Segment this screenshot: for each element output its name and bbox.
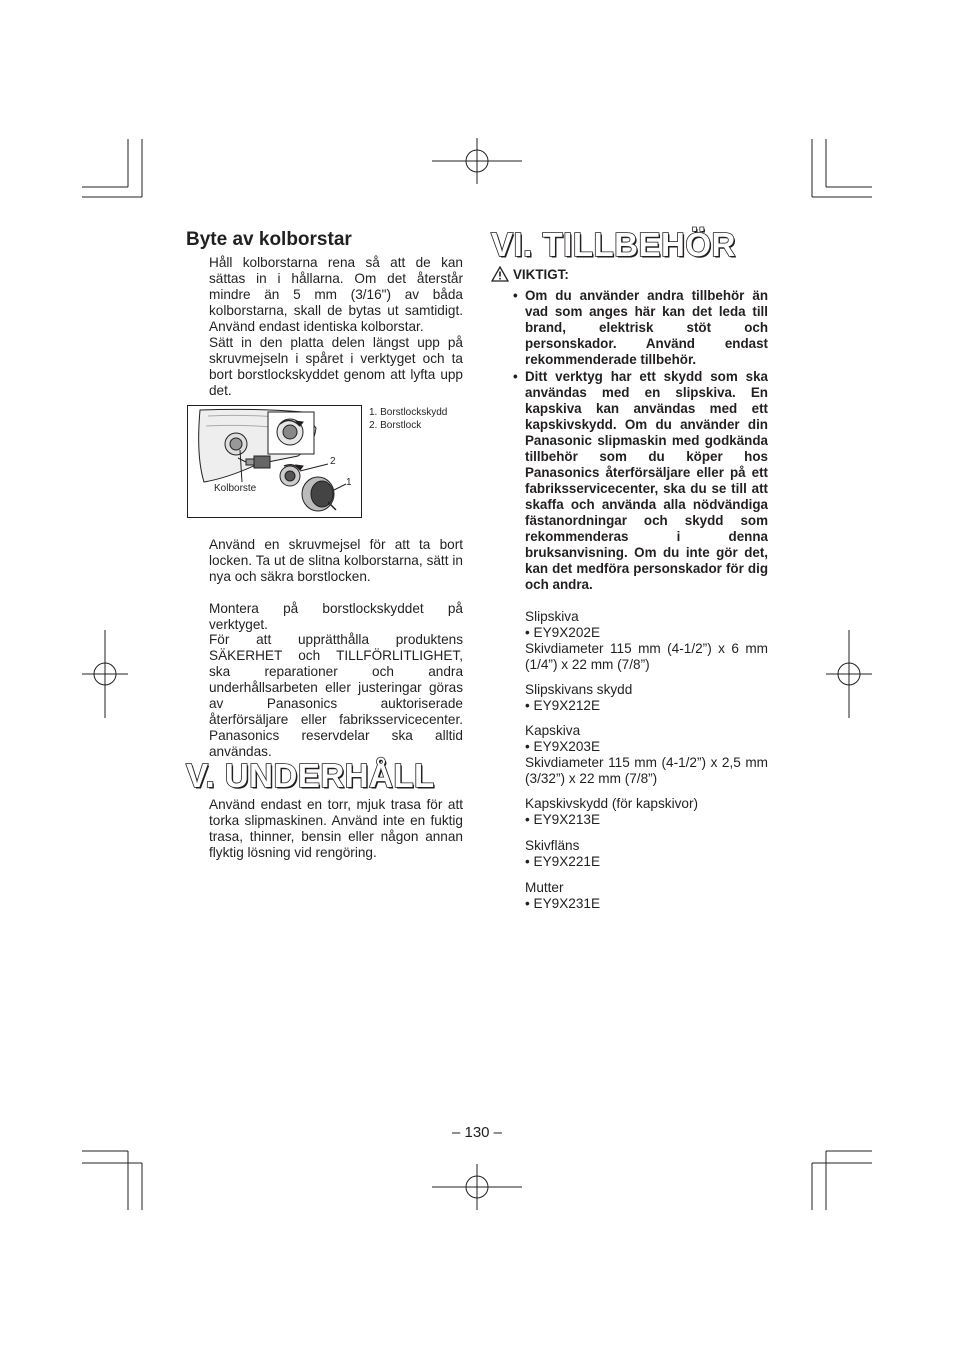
paragraph-clean-brushes: Håll kolborstarna rena så att de kan sättas in i hållarna. Om det återstår mindre än 5 mm (3/16") av båda kolborstarna, skall de bytas ut samtidigt. Använd endast identiska kolborstar.: [209, 255, 463, 334]
figure-caption-1: 1. Borstlockskydd: [369, 407, 448, 418]
section-title-tillbehor: VI. TILLBEHÖR: [491, 226, 736, 263]
figure-label-kolborste: Kolborste: [214, 483, 257, 494]
warning-label: VIKTIGT:: [513, 266, 569, 282]
section-title-underhall: V. UNDERHÅLL: [186, 757, 435, 794]
accessory-list: [525, 609, 768, 912]
warning-bullet-2: • Ditt verktyg har ett skydd som ska användas med en slipskiva. En kapskiva kan användas med ett kapskivskydd. Om du använder din Panasonic slipmaskin med godkända tillbehör som du köper hos Panasonics återförsäljare eller på ett fabriksservicecenter, ska du se till att skaffa och använda alla nödvändiga fästanordningar och skydd som rekommenderas i denna bruksanvisning. Om du inte gör det, kan det medföra personskador för dig och andra.: [513, 369, 768, 592]
accessory-item: Kapskiva • EY9X203E Skivdiameter 115 mm (4-1/2”) x 2,5 mm (3/32”) x 22 mm (7/8”): [525, 723, 768, 786]
figure-number-2: 2: [330, 456, 336, 467]
page-number: – 130 –: [451, 1124, 503, 1141]
paragraph-cleaning: Använd endast en torr, mjuk trasa för att torka slipmaskinen. Använd inte en fuktig trasa, thinner, bensin eller någon annan flyktig lösning vid rengöring.: [209, 797, 463, 860]
accessory-item: Skivfläns • EY9X221E: [525, 838, 601, 869]
accessory-item: Mutter • EY9X231E: [525, 880, 601, 911]
warning-bullets: [513, 288, 768, 593]
figure-number-1: 1: [346, 477, 352, 488]
heading-byte-av-kolborstar: Byte av kolborstar: [186, 229, 352, 250]
brush-replacement-figure: [187, 405, 362, 518]
warning-triangle-icon: [491, 266, 509, 282]
paragraph-mount-cover: Montera på borstlockskyddet på verktyget.: [209, 601, 463, 632]
warning-line: [491, 266, 569, 282]
accessory-item: Slipskiva • EY9X202E Skivdiameter 115 mm (4-1/2”) x 6 mm (1/4”) x 22 mm (7/8”): [525, 609, 768, 672]
paragraph-safety-service: För att upprätthålla produktens SÄKERHET och TILLFÖRLITLIGHET, ska reparationer och andra underhållsarbeten eller justeringar göras av Panasonics auktoriserade återförsäljare eller fabriksservicecenter. Panasonics reservdelar ska alltid användas.: [209, 632, 463, 759]
paragraph-replace-brushes: Använd en skruvmejsel för att ta bort locken. Ta ut de slitna kolborstarna, sätt in nya och säkra borstlocken.: [209, 537, 463, 584]
warning-bullet-1: • Om du använder andra tillbehör än vad som anges här kan det leda till brand, elektrisk stöt och personskador. Använd endast rekommenderade tillbehör.: [513, 288, 768, 367]
paragraph-remove-cover: Sätt in den platta delen längst upp på skruvmejseln i spåret i verktyget och ta bort borstlockskyddet genom att lyfta upp det.: [209, 335, 463, 398]
figure-caption-2: 2. Borstlock: [369, 420, 422, 431]
accessory-item: Slipskivans skydd • EY9X212E: [525, 682, 633, 713]
accessory-item: Kapskivskydd (för kapskivor) • EY9X213E: [525, 796, 698, 827]
